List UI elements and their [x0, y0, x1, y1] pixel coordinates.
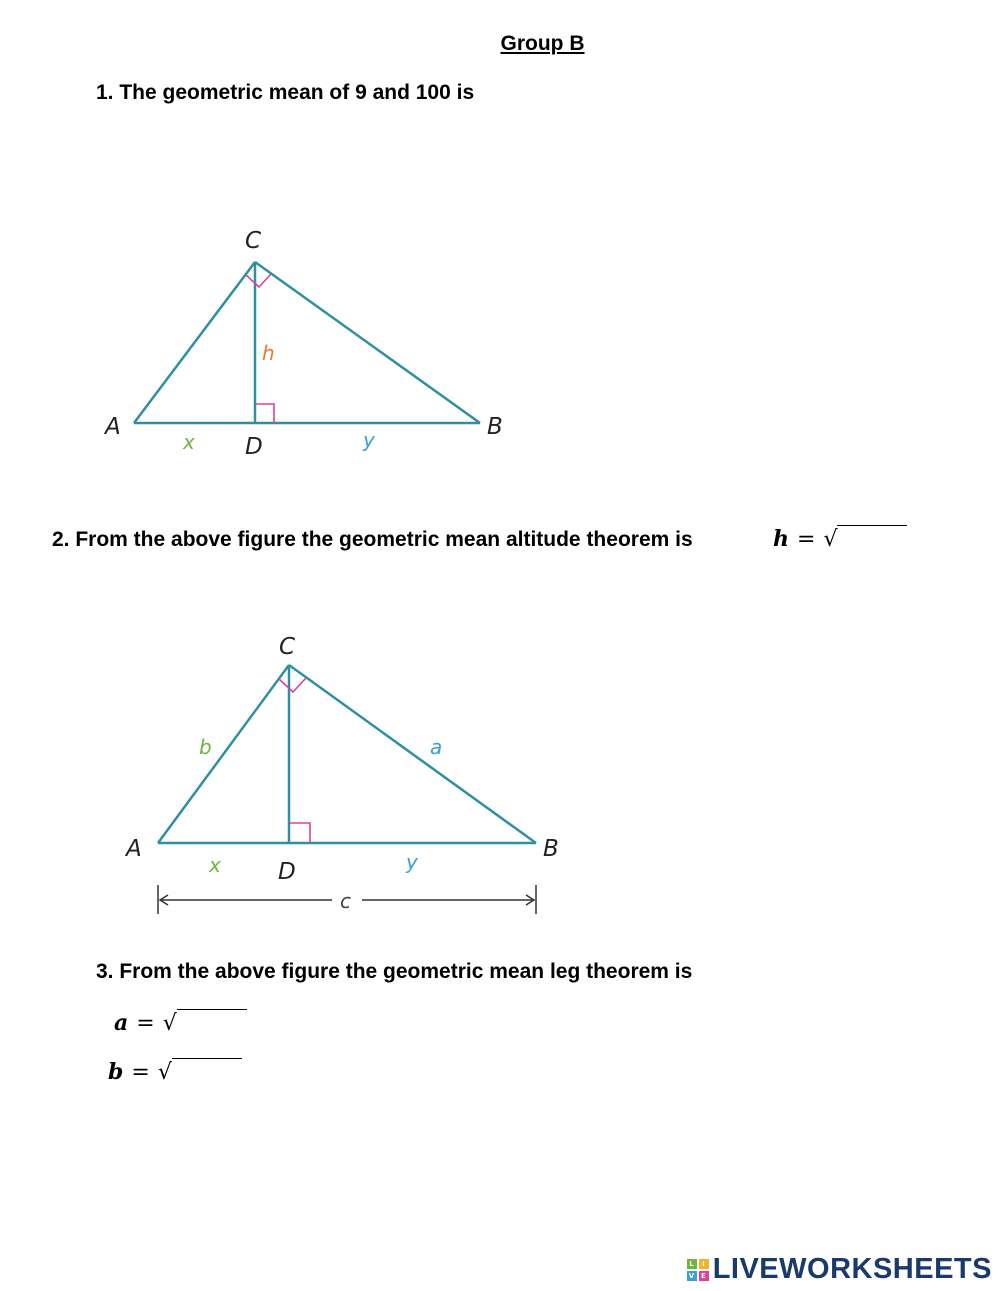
page-title: Group B — [500, 32, 585, 55]
fig2-segment-cb — [289, 665, 536, 843]
fig2-label-b: B — [543, 836, 559, 862]
formula-h-eq: = — [797, 527, 816, 552]
fig2-label-d: D — [278, 859, 296, 885]
fig2-label-x: x — [209, 853, 221, 877]
answer-blank-b[interactable] — [172, 1058, 242, 1081]
formula-h-var: h — [773, 526, 789, 552]
label-y: y — [363, 428, 375, 452]
fig2-segment-ac — [158, 665, 289, 843]
fig2-right-angle-d-marker — [289, 823, 310, 843]
formula-a-eq: = — [136, 1011, 155, 1036]
formula-b — [108, 1059, 242, 1085]
answer-blank-h[interactable] — [837, 525, 907, 548]
fig2-label-y: y — [406, 850, 418, 874]
sqrt-icon: √ — [163, 1011, 247, 1036]
fig2-label-leg-b: b — [199, 735, 212, 759]
label-d: D — [245, 434, 263, 460]
question-2: 2. From the above figure the geometric mean altitude theorem is — [52, 528, 693, 551]
sqrt-icon: √ — [823, 527, 907, 552]
fig2-label-c: C — [279, 634, 296, 660]
right-angle-c-marker — [246, 274, 271, 287]
fig2-right-angle-c-marker — [279, 678, 306, 692]
liveworksheets-logo[interactable] — [687, 1253, 992, 1286]
label-c: C — [245, 228, 262, 254]
fig2-label-a: A — [126, 836, 142, 862]
formula-b-var: b — [108, 1059, 124, 1085]
logo-text: LIVEWORKSHEETS — [712, 1253, 992, 1285]
answer-blank-a[interactable] — [177, 1009, 247, 1032]
sqrt-icon: √ — [158, 1060, 242, 1085]
label-b: B — [487, 414, 503, 440]
question-3: 3. From the above figure the geometric mean leg theorem is — [96, 960, 693, 983]
right-angle-d-marker — [255, 404, 274, 423]
label-h: h — [262, 341, 275, 365]
question-1: 1. The geometric mean of 9 and 100 is — [96, 81, 475, 104]
segment-ac — [134, 262, 255, 423]
formula-h — [773, 526, 907, 552]
fig2-label-leg-a: a — [430, 735, 443, 759]
fig2-label-c-length: c — [340, 889, 351, 913]
label-x: x — [183, 430, 195, 454]
formula-a-var: a — [114, 1010, 129, 1036]
segment-cb — [255, 262, 480, 423]
label-a: A — [105, 414, 121, 440]
formula-b-eq: = — [131, 1060, 150, 1085]
formula-a — [114, 1010, 247, 1036]
logo-grid-icon: L I V E — [687, 1259, 709, 1281]
